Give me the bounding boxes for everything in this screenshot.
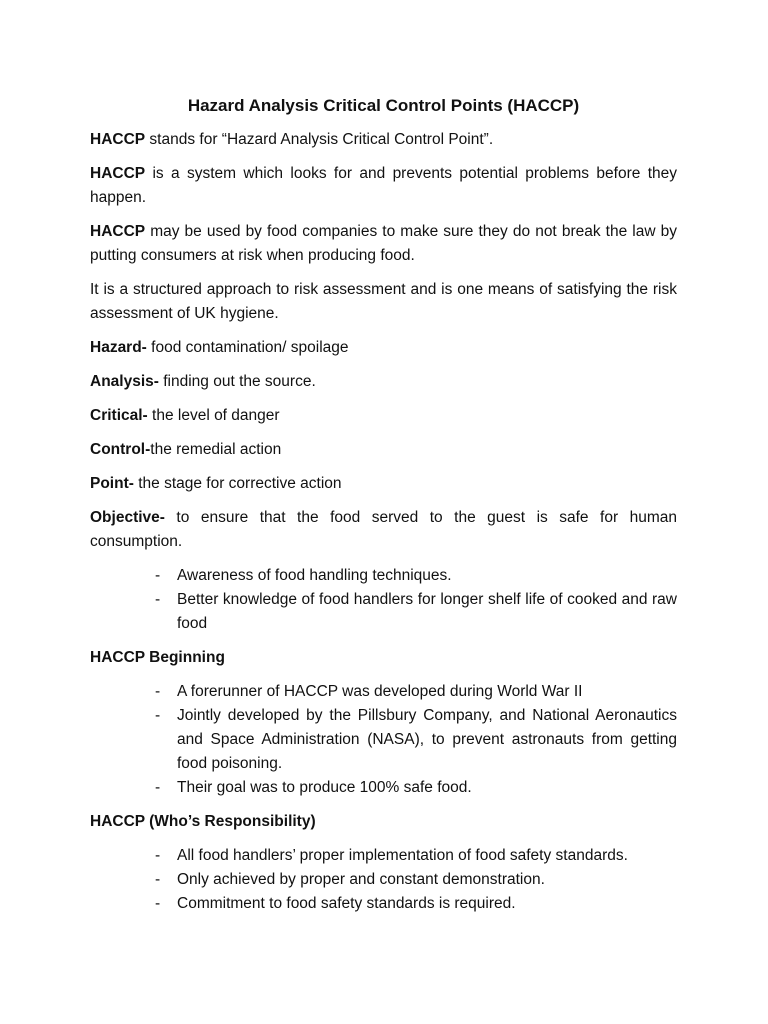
list-item-text: Better knowledge of food handlers for longer shelf life of cooked and raw food: [177, 591, 677, 632]
definition-term: Analysis-: [90, 373, 159, 390]
list-item-text: Only achieved by proper and constant demonstration.: [177, 871, 545, 888]
paragraph-bold-term: HACCP: [90, 131, 146, 148]
bullet-dash: -: [155, 591, 161, 608]
list-item-text: All food handlers’ proper implementation of food safety standards.: [177, 847, 628, 864]
definition-term: Hazard-: [90, 339, 147, 356]
list-item-text: Their goal was to produce 100% safe food.: [177, 779, 472, 796]
list-item: [90, 588, 677, 636]
list-item: [90, 892, 677, 916]
definition-term: Control-: [90, 441, 151, 458]
definition-term: Point-: [90, 475, 134, 492]
paragraph-text: is a system which looks for and prevents potential problems before they happen.: [90, 165, 677, 206]
bullet-dash: -: [155, 683, 161, 700]
bullet-dash: -: [155, 779, 161, 796]
paragraph-haccp-usage: [90, 220, 677, 268]
definition-text: the remedial action: [150, 441, 282, 458]
definition-text: finding out the source.: [158, 373, 316, 390]
bullet-dash: -: [155, 895, 161, 912]
list-item-text: Commitment to food safety standards is required.: [177, 895, 516, 912]
section-heading-responsibility: HACCP (Who’s Responsibility): [90, 813, 316, 830]
definition-text: the level of danger: [147, 407, 280, 424]
list-item: [90, 868, 677, 892]
list-item: [90, 680, 677, 704]
paragraph-bold-term: HACCP: [90, 223, 146, 240]
definition-hazard: [90, 336, 677, 360]
paragraph-text: stands for “Hazard Analysis Critical Control Point”.: [145, 131, 494, 148]
bullet-dash: -: [155, 707, 161, 724]
paragraph-bold-term: HACCP: [90, 165, 146, 182]
definition-text: to ensure that the food served to the guest is safe for human consumption.: [90, 509, 677, 550]
list-item-text: A forerunner of HACCP was developed during World War II: [177, 683, 583, 700]
paragraph-structured-approach: [90, 278, 677, 326]
definition-text: food contamination/ spoilage: [146, 339, 349, 356]
definition-term: Critical-: [90, 407, 148, 424]
paragraph-text: It is a structured approach to risk assessment and is one means of satisfying the risk assessment of UK hygiene.: [90, 281, 677, 322]
paragraph-haccp-stands-for: [90, 128, 677, 152]
definition-control: [90, 438, 677, 462]
bullet-dash: -: [155, 567, 161, 584]
section-heading-beginning: HACCP Beginning: [90, 649, 225, 666]
document-body: [90, 93, 677, 926]
list-item-text: Awareness of food handling techniques.: [177, 567, 452, 584]
list-item: [90, 776, 677, 800]
definition-objective: [90, 506, 677, 554]
definition-term: Objective-: [90, 509, 165, 526]
document-title: Hazard Analysis Critical Control Points (HACCP): [187, 96, 580, 115]
list-item: [90, 844, 677, 868]
beginning-bullet-list: [90, 680, 677, 800]
list-item-text: Jointly developed by the Pillsbury Company, and National Aeronautics and Space Administration (NASA), to prevent astronauts from getting food poisoning.: [177, 707, 677, 772]
paragraph-haccp-system: [90, 162, 677, 210]
definition-analysis: [90, 370, 677, 394]
objective-bullet-list: [90, 564, 677, 636]
list-item: [90, 564, 677, 588]
definition-text: the stage for corrective action: [133, 475, 342, 492]
bullet-dash: -: [155, 847, 161, 864]
definition-critical: [90, 404, 677, 428]
definition-point: [90, 472, 677, 496]
paragraph-text: may be used by food companies to make sure they do not break the law by putting consumers at risk when producing food.: [90, 223, 677, 264]
responsibility-bullet-list: [90, 844, 677, 916]
list-item: [90, 704, 677, 776]
bullet-dash: -: [155, 871, 161, 888]
